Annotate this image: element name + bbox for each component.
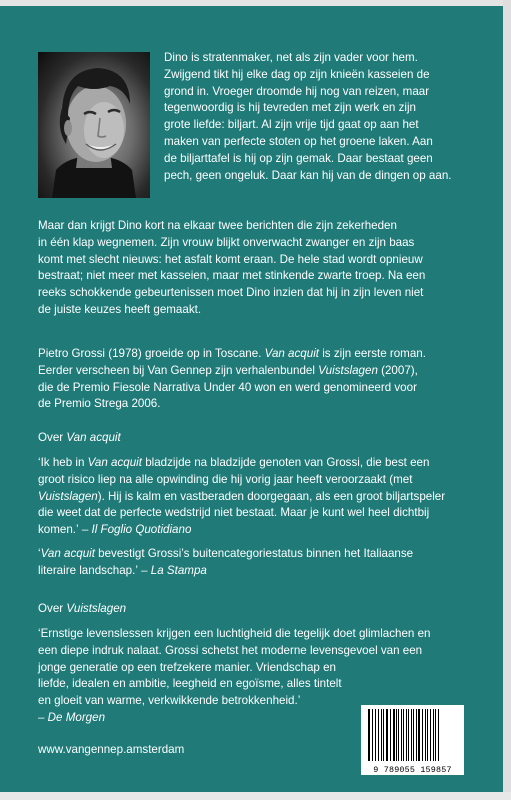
page-edge-right bbox=[503, 0, 511, 800]
page-edge-top bbox=[0, 0, 511, 6]
intro-line: de biljarttafel is hij op zijn gemak. Daar bestaat geen bbox=[164, 151, 433, 165]
barcode-bar bbox=[386, 709, 388, 761]
plot-line: reeks schokkende gebeurtenissen moet Dino inzien dat hij in zijn leven niet bbox=[38, 286, 424, 300]
barcode-bar bbox=[401, 709, 402, 761]
quote-line: ‘Van acquit bevestigt Grossi’s buitencategoriestatus binnen het Italiaanse bbox=[38, 547, 414, 560]
quote-line: jonge generatie op een trefzekere manier. Vriendschap en bbox=[38, 660, 336, 674]
quote-line: groot risico liep na alle opwinding die hij vorig jaar heeft veroorzaakt (met bbox=[38, 472, 413, 486]
isbn-number: 9 789055 159857 bbox=[373, 765, 452, 775]
review-quote-stampa bbox=[38, 546, 468, 580]
barcode-bar bbox=[430, 709, 431, 761]
plot-line: in één klap wegnemen. Zijn vrouw blijkt onverwacht zwanger en zijn baas bbox=[38, 235, 415, 249]
quote-source: – Il Foglio Quotidiano bbox=[78, 523, 192, 537]
barcode-bar bbox=[403, 709, 404, 761]
intro-paragraph bbox=[164, 50, 464, 184]
plot-line: de juiste keuzes heeft gemaakt. bbox=[38, 302, 202, 316]
barcode-bar bbox=[425, 709, 426, 761]
barcode-bar bbox=[416, 709, 417, 761]
quote-line: komen.’ – Il Foglio Quotidiano bbox=[38, 523, 192, 537]
barcode-bar bbox=[381, 709, 382, 761]
plot-line: bestraat; niet meer met kasseien, maar met stinkende zwarte troep. Na een bbox=[38, 269, 426, 283]
author-bio-line: de Premio Strega 2006. bbox=[38, 397, 161, 411]
author-bio-line: die de Premio Fiesole Narrativa Under 40 won en werd genomineerd voor bbox=[38, 380, 417, 394]
author-bio bbox=[38, 346, 468, 413]
author-bio-line: Eerder verscheen bij Van Gennep zijn verhalenbundel Vuistslagen (2007), bbox=[38, 363, 418, 377]
barcode-bars bbox=[366, 709, 459, 761]
quote-line: ‘Ik heb in Van acquit bladzijde na bladzijde genoten van Grossi, die best een bbox=[38, 456, 430, 469]
section-heading-van-acquit: Over Van acquit bbox=[38, 431, 121, 444]
barcode-bar bbox=[418, 709, 420, 761]
barcode-bar bbox=[393, 709, 395, 761]
barcode-bar bbox=[422, 709, 423, 761]
barcode-bar bbox=[438, 709, 439, 761]
intro-line: maken van perfecte stoten op het groene laken. Aan bbox=[164, 134, 433, 148]
barcode-bar bbox=[406, 709, 407, 761]
quote-line: en gloeit van warme, verkwikkende betrokkenheid.’ bbox=[38, 694, 301, 708]
barcode-bar bbox=[427, 709, 428, 761]
barcode-bar bbox=[398, 709, 399, 761]
intro-line: grond in. Vroeger droomde hij nog van reizen, maar bbox=[164, 84, 430, 98]
plot-line: komt met slecht nieuws: het asfalt komt eraan. De hele stad wordt opnieuw bbox=[38, 252, 423, 266]
publisher-website[interactable]: www.vangennep.amsterdam bbox=[38, 743, 185, 756]
plot-line: Maar dan krijgt Dino kort na elkaar twee berichten die zijn zekerheden bbox=[38, 219, 397, 232]
isbn-barcode bbox=[361, 705, 464, 775]
barcode-bar bbox=[383, 709, 384, 761]
quote-line: literaire landschap.’ – La Stampa bbox=[38, 563, 207, 577]
page-edge-bottom bbox=[0, 792, 511, 800]
barcode-bar bbox=[378, 709, 379, 761]
quote-source: – La Stampa bbox=[137, 563, 207, 577]
barcode-bar bbox=[433, 709, 434, 761]
barcode-bar bbox=[411, 709, 412, 761]
quote-line: ‘Ernstige levenslessen krijgen een luchtigheid die tegelijk doet glimlachen en bbox=[38, 627, 431, 640]
intro-line: pech, geen ongeluk. Daar kan hij van de dingen op aan. bbox=[164, 168, 452, 182]
quote-line: een diepe indruk nalaat. Grossi schetst het moderne levensgevoel van een bbox=[38, 643, 423, 657]
barcode-bar bbox=[390, 709, 391, 761]
author-bio-line: Pietro Grossi (1978) groeide op in Toscane. Van acquit is zijn eerste roman. bbox=[38, 347, 426, 360]
section-heading-vuistslagen: Over Vuistslagen bbox=[38, 602, 127, 615]
barcode-bar bbox=[408, 709, 409, 761]
intro-line: grote liefde: biljart. Al zijn vrije tijd gaat op aan het bbox=[164, 118, 419, 132]
review-quote-foglio bbox=[38, 455, 468, 539]
quote-line: liefde, idealen en ambitie, leegheid en egoïsme, alles tintelt bbox=[38, 677, 342, 691]
barcode-bar bbox=[368, 709, 370, 761]
barcode-bar bbox=[375, 709, 376, 761]
quote-line: Vuistslagen). Hij is kalm en vastberaden doorgegaan, als een groot biljartspeler bbox=[38, 489, 446, 503]
barcode-bar bbox=[396, 709, 397, 761]
author-photo bbox=[38, 52, 150, 198]
barcode-bar bbox=[435, 709, 436, 761]
quote-line: die weet dat de perfecte wedstrijd niet bestaat. Maar je kunt wel heel dichtbij bbox=[38, 506, 430, 520]
barcode-bar bbox=[372, 709, 373, 761]
quote-source: – De Morgen bbox=[38, 710, 106, 724]
intro-line: Zwijgend tikt hij elke dag op zijn knieën kasseien de bbox=[164, 67, 430, 81]
plot-paragraph bbox=[38, 218, 468, 319]
intro-line: Dino is stratenmaker, net als zijn vader voor hem. bbox=[164, 51, 418, 64]
barcode-bar bbox=[413, 709, 414, 761]
intro-line: tegenwoordig is hij tevreden met zijn werk en zijn bbox=[164, 101, 416, 115]
